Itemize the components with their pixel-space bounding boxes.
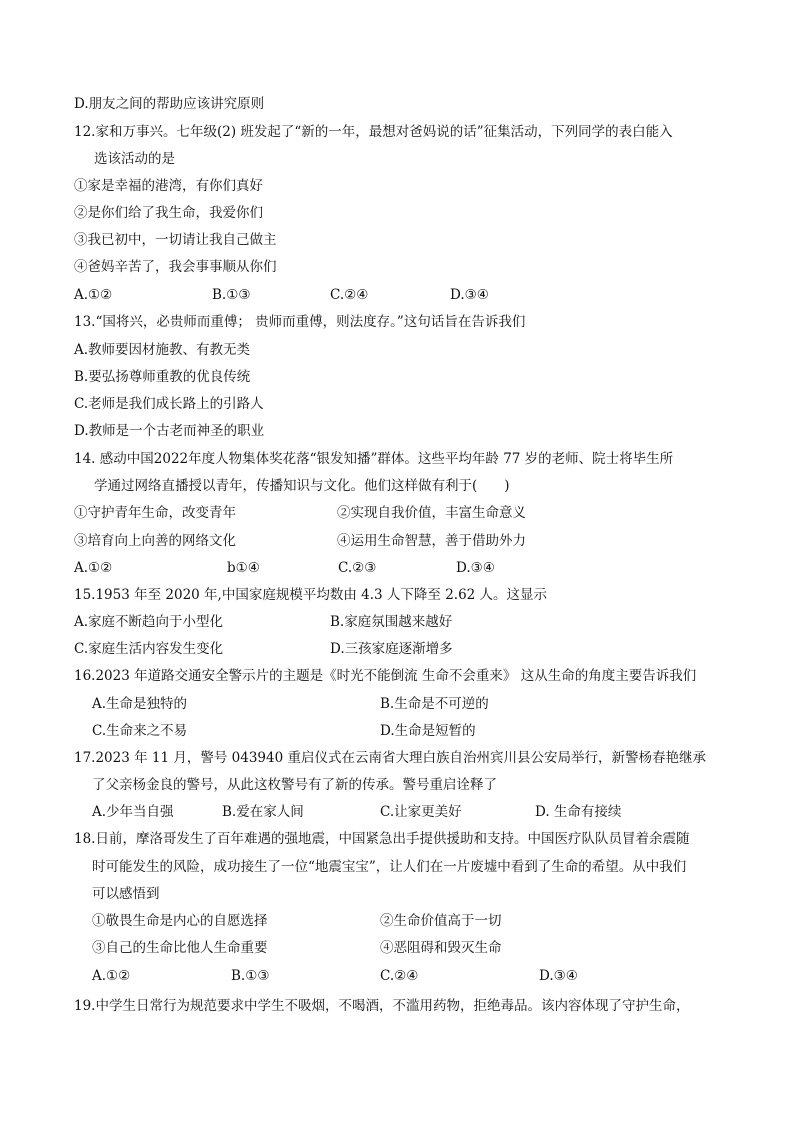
question-13-option-b[interactable]: B.要弘扬尊师重教的优良传统 [74,369,251,385]
statement-4: ④运用生命智慧，善于借助外力 [337,533,526,549]
option-c[interactable]: C.让家更美好 [380,804,462,820]
option-a[interactable]: A.少年当自强 [92,804,174,820]
question-12-statement-3: ③我已初中，一切请让我自己做主 [74,232,277,248]
question-18-stem: 18.日前，摩洛哥发生了百年难遇的强地震，中国紧急出手提供援助和支持。中国医疗队队员冒着余震随 [74,831,690,847]
question-12-stem-cont: 选该活动的是 [94,151,175,167]
question-13-option-a[interactable]: A.教师要因材施教、有教无类 [74,342,251,358]
statement-4: ④恶阻碍和毁灭生命 [380,940,502,956]
option-b[interactable]: B.生命是不可逆的 [380,696,489,712]
statement-1: ①敬畏生命是内心的自愿选择 [92,913,268,929]
question-12-statement-4: ④爸妈辛苦了，我会事事顺从你们 [74,259,277,275]
question-18-stem-cont-1: 时可能发生的风险，成功接生了一位“地震宝宝”，让人们在一片废墟中看到了生命的希望。从中我们 [92,859,687,875]
question-17-stem-cont: 了父亲杨金良的警号，从此这枚警号有了新的传承。警号重启诠释了 [92,777,497,793]
option-d[interactable]: D.③④ [539,968,578,984]
option-c[interactable]: C.②④ [330,287,369,303]
option-a[interactable]: A.生命是独特的 [92,696,188,712]
statement-1: ①守护青年生命，改变青年 [74,505,236,521]
question-16-stem: 16.2023 年道路交通安全警示片的主题是《时光不能倒流 生命不会重来》 这从生命的角度主要告诉我们 [74,668,697,684]
question-14-stem: 14. 感动中国2022年度人物集体奖花落“银发知播”群体。这些平均年龄 77 岁的老师、院士将毕生所 [74,451,674,467]
option-b[interactable]: B.爱在家人间 [222,804,304,820]
question-13-option-d[interactable]: D.教师是一个古老而神圣的职业 [74,423,265,439]
option-a[interactable]: A.家庭不断趋向于小型化 [74,614,224,630]
question-12-statement-2: ②是你们给了我生命，我爱你们 [74,205,263,221]
question-15-stem: 15.1953 年至 2020 年,中国家庭规模平均数由 4.3 人下降至 2.62 人。这显示 [74,587,548,603]
question-14-stem-cont: 学通过网络直播授以青年，传播知识与文化。他们这样做有利于( ) [94,478,510,494]
option-a[interactable]: A.①② [92,968,131,984]
question-12-stem: 12.家和万事兴。七年级(2) 班发起了“新的一年，最想对爸妈说的话”征集活动，下列同学的表白能入 [74,124,673,140]
statement-2: ②生命价值高于一切 [380,913,502,929]
statement-3: ③培育向上向善的网络文化 [74,533,236,549]
option-b[interactable]: B.①③ [212,287,251,303]
question-13-stem: 13.“国将兴，必贵师而重傅； 贵师而重傅，则法度存。”这句话旨在告诉我们 [74,314,526,330]
option-d[interactable]: D.三孩家庭逐渐增多 [330,641,453,657]
statement-3: ③自己的生命比他人生命重要 [92,940,268,956]
option-c[interactable]: C.②④ [380,968,419,984]
option-d[interactable]: D.③④ [456,560,495,576]
option-d[interactable]: D. 生命有接续 [535,804,622,820]
option-b[interactable]: B.家庭氛围越来越好 [330,614,453,630]
option-c[interactable]: C.②③ [338,560,377,576]
question-12-statement-1: ①家是幸福的港湾，有你们真好 [74,178,263,194]
option-c[interactable]: C.生命来之不易 [92,723,188,739]
question-17-stem: 17.2023 年 11 月，警号 043940 重启仪式在云南省大理白族自治州宾川县公安局举行，新警杨春艳继承 [74,750,706,766]
option-d[interactable]: D.生命是短暂的 [380,723,476,739]
question-19-stem: 19.中学生日常行为规范要求中学生不吸烟，不喝酒，不滥用药物，拒绝毒品。该内容体现了守护生命， [74,998,690,1014]
statement-2: ②实现自我价值，丰富生命意义 [337,505,526,521]
option-d[interactable]: D.③④ [450,287,489,303]
option-b[interactable]: b①④ [227,560,260,576]
question-11-option-d: D.朋友之间的帮助应该讲究原则 [74,96,265,112]
option-c[interactable]: C.家庭生活内容发生变化 [74,641,224,657]
question-18-stem-cont-2: 可以感悟到 [92,886,160,902]
option-b[interactable]: B.①③ [231,968,270,984]
option-a[interactable]: A.①② [74,287,113,303]
option-a[interactable]: A.①② [74,560,113,576]
question-13-option-c[interactable]: C.老师是我们成长路上的引路人 [74,396,264,412]
